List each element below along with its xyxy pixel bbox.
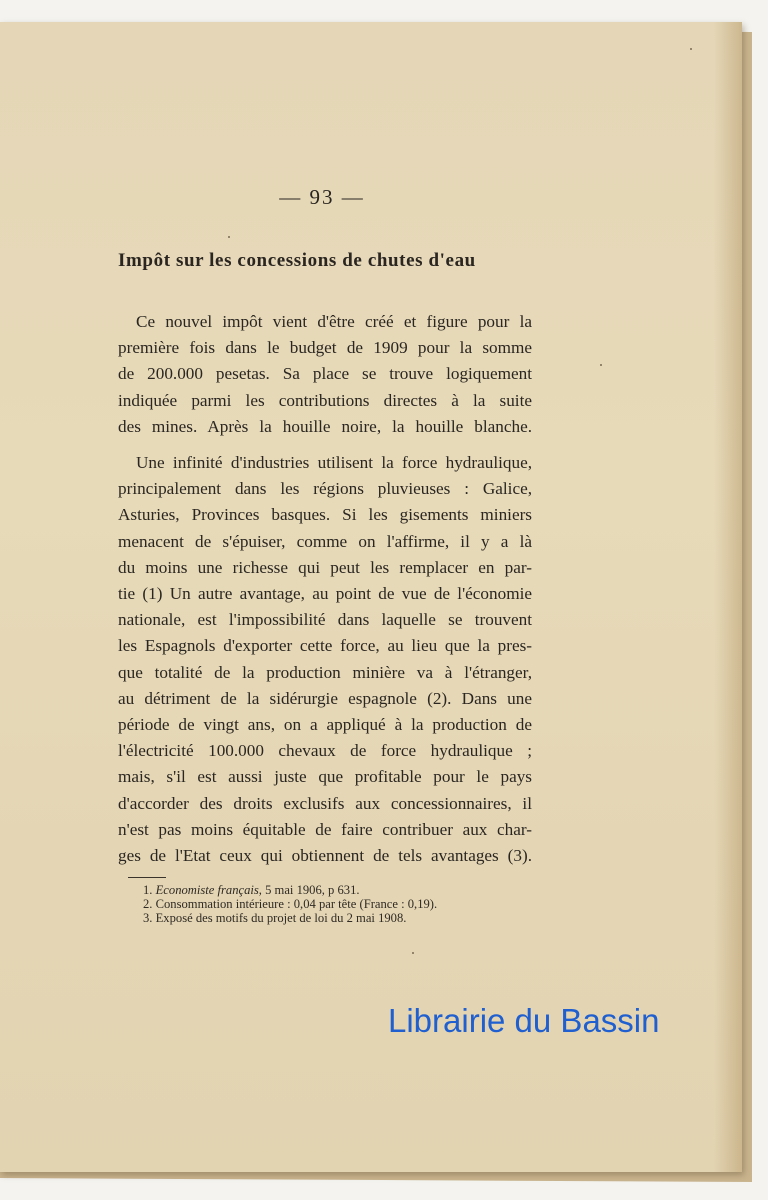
paragraph-2 [118,450,532,869]
footnotes [143,883,563,925]
text-line: mais, s'il est aussi juste que profitable pour le pays [118,767,532,787]
paper-speck [690,48,692,50]
footnote-italic-title: Economiste français [155,883,259,897]
text-line: nationale, est l'impossibilité dans laquelle se trouvent [118,610,532,630]
footnote-1 [143,883,563,897]
text-line: l'électricité 100.000 chevaux de force hydraulique ; [118,741,532,761]
text-line: principalement dans les régions pluvieuses : Galice, [118,479,532,499]
footnote-rule [128,877,166,878]
paragraph-gap [118,440,532,450]
text-line: première fois dans le budget de 1909 pour la somme [118,338,532,358]
text-line: les Espagnols d'exporter cette force, au lieu que la pres- [118,636,532,656]
text-line: que totalité de la production minière va à l'étranger, [118,662,532,682]
text-line: tie (1) Un autre avantage, au point de vue de l'économie [118,584,532,604]
text-line: de 200.000 pesetas. Sa place se trouve logiquement [118,364,532,384]
text-line: Ce nouvel impôt vient d'être créé et figure pour la [136,312,532,331]
footnote-number: 3. [143,911,153,925]
footnote-2 [143,897,563,911]
paper-speck [600,364,602,366]
text-line: au détriment de la sidérurgie espagnole (2). Dans une [118,688,532,708]
page-number: — 93 — [279,185,365,209]
text-line: indiquée parmi les contributions directes à la suite [118,390,532,410]
paper-speck [228,236,230,238]
text-line: Une infinité d'industries utilisent la force hydraulique, [136,453,532,473]
footnote-number: 2. [143,897,153,911]
body-text [118,309,532,869]
text-line: Asturies, Provinces basques. Si les gisements miniers [118,505,532,525]
paragraph-1 [118,309,532,440]
footnote-3 [143,911,563,925]
text-line: n'est pas moins équitable de faire contribuer aux char- [118,819,532,839]
footnote-text: , 5 mai 1906, p 631. [258,883,360,897]
watermark-text: Librairie du Bassin [388,1002,660,1039]
paper-speck [412,952,414,954]
section-heading: Impôt sur les concessions de chutes d'eau [118,250,476,271]
text-line: ges de l'Etat ceux qui obtiennent de tels avantages (3). [118,846,532,866]
text-line: du moins une richesse qui peut les remplacer en par- [118,557,532,577]
text-line: menacent de s'épuiser, comme on l'affirme, il y a là [118,531,532,551]
footnote-text: Consommation intérieure : 0,04 par tête (France : 0,19). [155,897,438,911]
text-line: des mines. Après la houille noire, la houille blanche. [118,416,532,436]
footnote-number: 1. [143,883,153,897]
text-line: période de vingt ans, on a appliqué à la production de [118,715,532,735]
footnote-text: Exposé des motifs du projet de loi du 2 mai 1908. [155,911,407,925]
text-line: d'accorder des droits exclusifs aux concessionnaires, il [118,793,532,813]
